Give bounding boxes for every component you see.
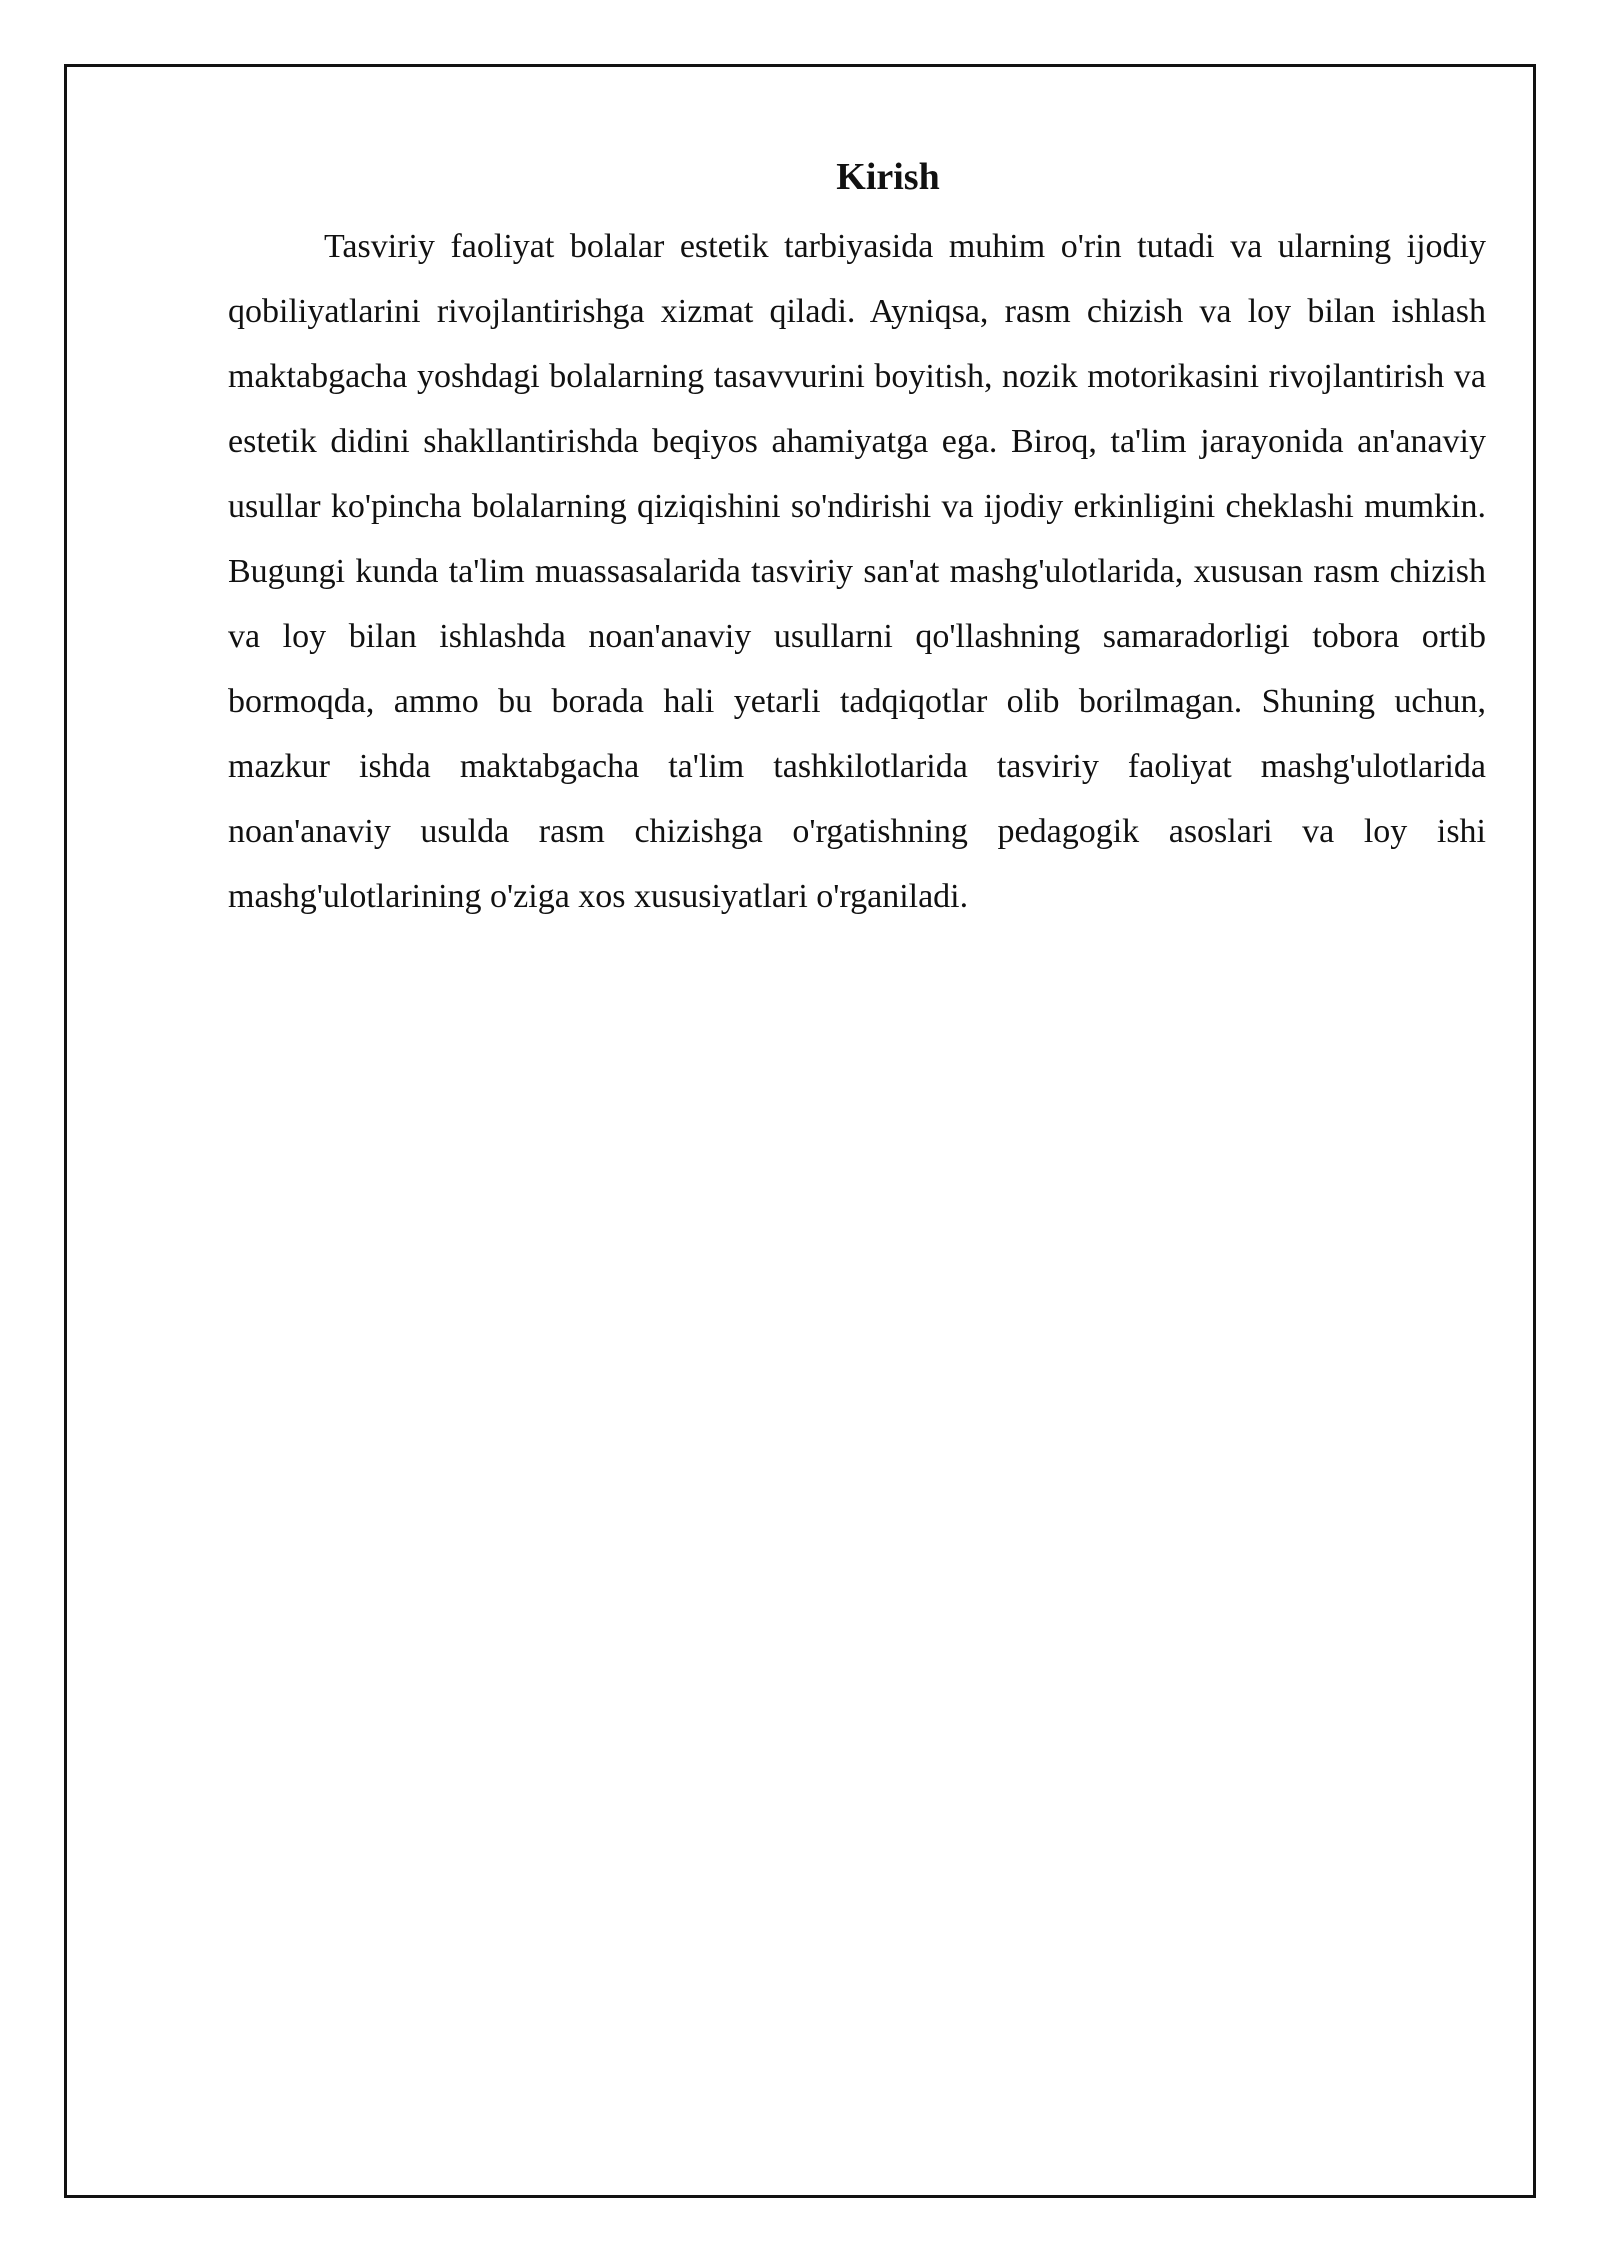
section-heading: Kirish [836, 156, 940, 198]
document-body [228, 148, 1486, 929]
intro-paragraph: Tasviriy faoliyat bolalar estetik tarbiyasida muhim o'rin tutadi va ularning ijodiy qobiliyatlarini rivojlantirishga xizmat qiladi. Ayniqsa, rasm chizish va loy bilan ishlash maktabgacha yoshdagi bolalarning tasavvurini boyitish, nozik motorikasini rivojlantirish va estetik didini shakllantirishda beqiyos ahamiyatga ega. Biroq, ta'lim jarayonida an'anaviy usullar ko'pincha bolalarning qiziqishini so'ndirishi va ijodiy erkinligini cheklashi mumkin. Bugungi kunda ta'lim muassasalarida tasviriy san'at mashg'ulotlarida, xususan rasm chizish va loy bilan ishlashda noan'anaviy usullarni qo'llashning samaradorligi tobora ortib bormoqda, ammo bu borada hali yetarli tadqiqotlar olib borilmagan. Shuning uchun, mazkur ishda maktabgacha ta'lim tashkilotlarida tasviriy faoliyat mashg'ulotlarida noan'anaviy usulda rasm chizishga o'rgatishning pedagogik asoslari va loy ishi mashg'ulotlarining o'ziga xos xususiyatlari o'rganiladi. [228, 228, 1486, 915]
